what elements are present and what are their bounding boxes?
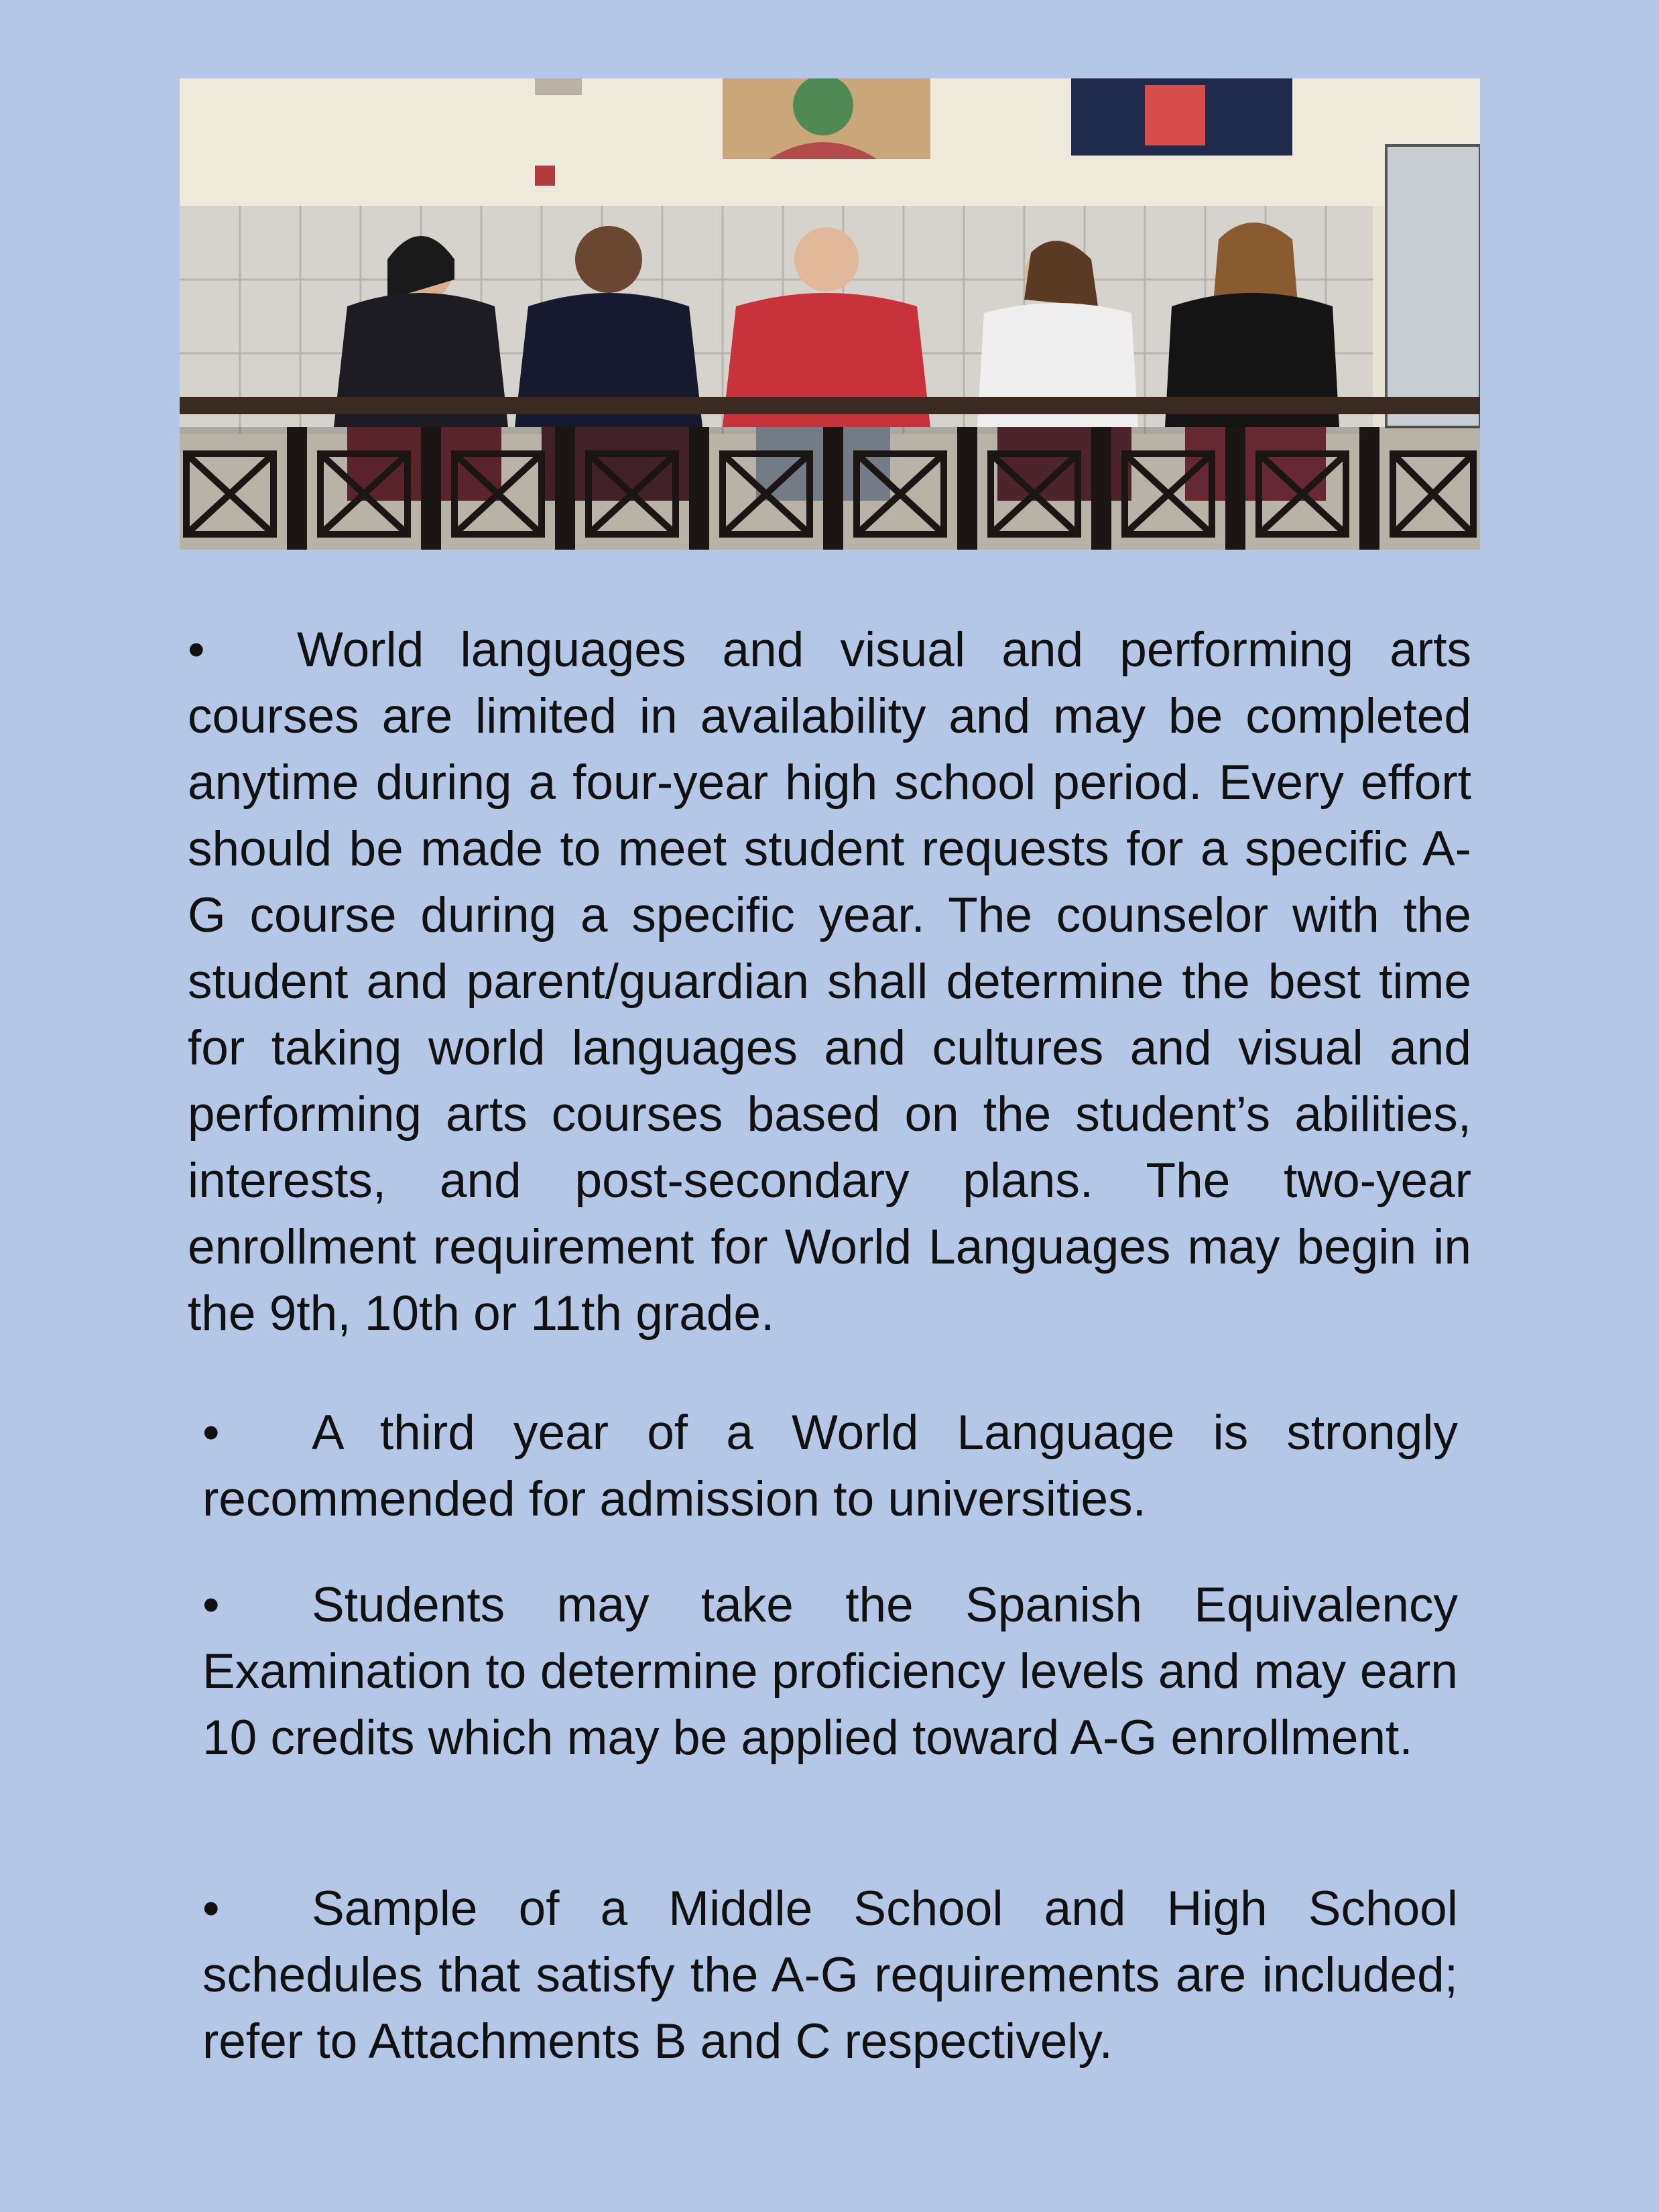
bullet-text: World languages and visual and performing arts courses are limited in availability and may be completed anytime during a four-year high school period. Every effort should be made to meet student requests for a specific A-G course during a specific year. The counselor with the student and parent/guardian shall determine the best time for taking world languages and cultures and visual and performing arts courses based on the student’s abilities, interests, and post-secondary plans. The two-year enrollment requirement for World Languages may begin in the 9th, 10th or 11th grade. (188, 623, 1471, 1341)
bullet-text: Sample of a Middle School and High School schedules that satisfy the A-G requirements are included; refer to Attachments B and C respectively. (202, 1882, 1458, 2069)
bullet-item-world-languages (188, 617, 1471, 1347)
bullet-item-sample-schedules (202, 1876, 1458, 2075)
bullet-item-spanish-exam (202, 1572, 1458, 1771)
students-photo (180, 78, 1480, 550)
bullet-marker: • (202, 1882, 220, 1936)
students-group-photo-icon (180, 78, 1480, 550)
bullet-text: A third year of a World Language is strongly recommended for admission to universities. (202, 1406, 1458, 1526)
bullet-marker: • (202, 1578, 220, 1632)
bullet-marker: • (188, 623, 205, 677)
bullet-marker: • (202, 1406, 220, 1460)
bullet-item-third-year (202, 1400, 1458, 1532)
bullet-text: Students may take the Spanish Equivalency Examination to determine proficiency levels and may earn 10 credits which may be applied toward A-G enrollment. (202, 1578, 1458, 1765)
